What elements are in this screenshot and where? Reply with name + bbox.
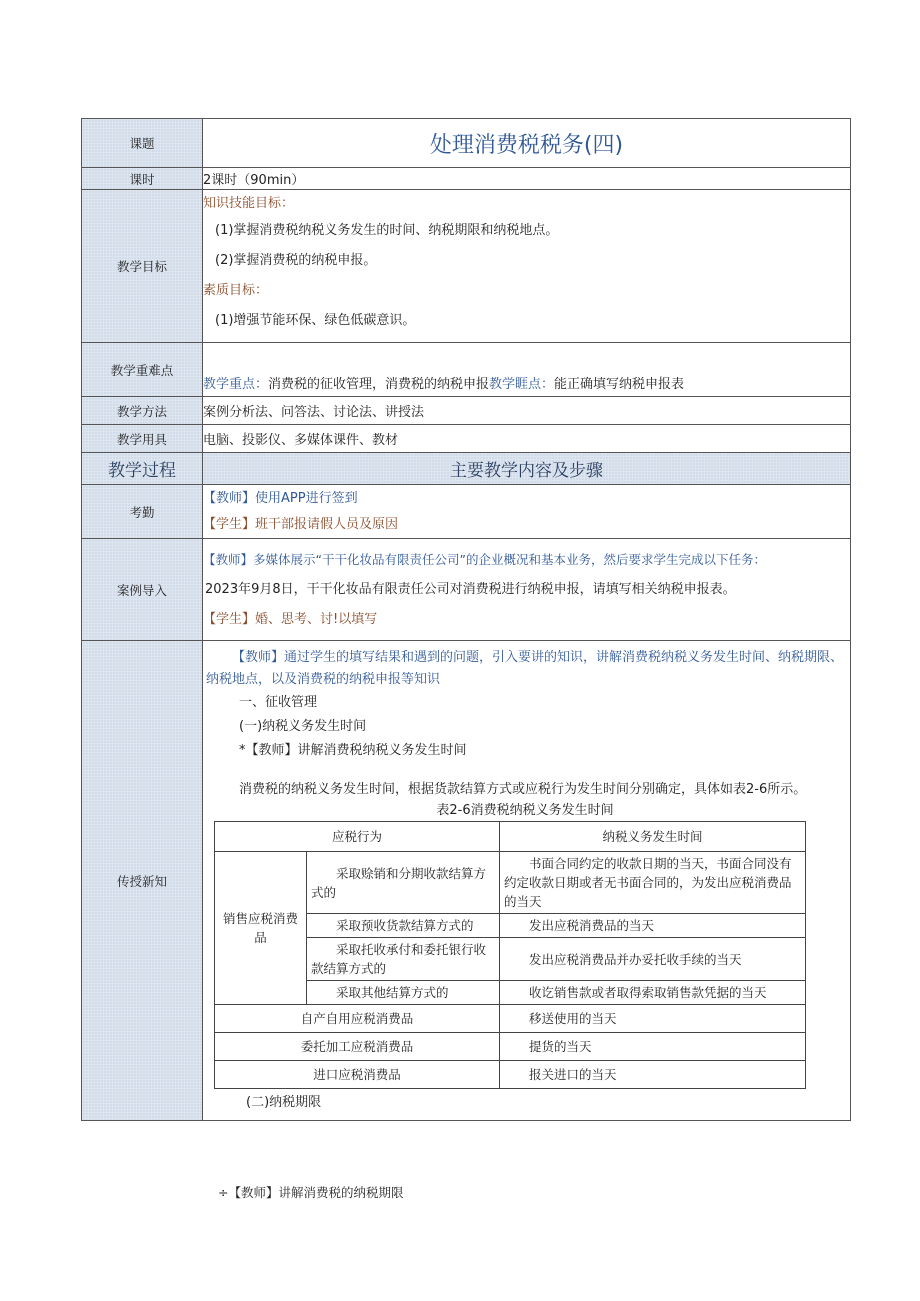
table-cell: 提货的当天 xyxy=(500,1033,806,1061)
table-cell: 自产自用应税消费品 xyxy=(215,1005,500,1033)
case-teacher: 【教师】多媒体展示“干干化妆品有限责任公司”的企业概况和基本业务，然后要求学生完成以下任务： xyxy=(203,551,766,567)
table-cell: 收讫销售款或者取得索取销售款凭据的当天 xyxy=(500,981,806,1005)
case-intro-label: 案例导入 xyxy=(82,539,203,641)
tools-label: 教学用具 xyxy=(82,425,203,453)
page-title: 处理消费税税务(四) xyxy=(203,119,851,168)
case-task: 2023年9月8日，干干化妆品有限责任公司对消费税进行纳税申报，请填写相关纳税申报表。 xyxy=(205,581,736,597)
process-header-right: 主要教学内容及步骤 xyxy=(203,453,851,485)
attendance-teacher: 【教师】使用APP进行签到 xyxy=(203,490,358,506)
key-points-content xyxy=(203,343,851,397)
quality-heading: 素质目标： xyxy=(203,283,269,298)
table-header-row xyxy=(215,822,806,852)
table-cell: 采取其他结算方式的 xyxy=(307,981,500,1005)
table-cell: 委托加工应税消费品 xyxy=(215,1033,500,1061)
knowledge-heading: 知识技能目标： xyxy=(203,196,295,211)
quality-item: (1)增强节能环保、绿色低碳意识。 xyxy=(215,313,416,328)
key-points-label: 教学重难点 xyxy=(82,343,203,397)
explanation-paragraph: 消费税的纳税义务发生时间，根据货款结算方式或应税行为发生时间分别确定，具体如表2-6所示。 xyxy=(239,782,807,797)
knowledge-item: (2)掌握消费税的纳税申报。 xyxy=(215,253,377,268)
sales-group-cell: 销售应税消费品 xyxy=(215,852,307,1005)
teacher-note: *【教师】讲解消费税纳税义务发生时间 xyxy=(239,743,467,758)
process-header-left: 教学过程 xyxy=(82,453,203,485)
table-cell: 发出应税消费品的当天 xyxy=(500,914,806,938)
table-cell: 采取赊销和分期收款结算方式的 xyxy=(307,852,500,914)
table-row xyxy=(215,1033,806,1061)
knowledge-item: (1)掌握消费税纳税义务发生的时间、纳税期限和纳税地点。 xyxy=(215,223,559,238)
methods-label: 教学方法 xyxy=(82,397,203,425)
tools-row xyxy=(82,425,851,453)
knowledge-teacher-intro: 【教师】通过学生的填写结果和遇到的问题，引入要讲的知识，讲解消费税纳税义务发生时间、纳税期限、纳税地点，以及消费税的纳税申报等知识 xyxy=(206,650,844,687)
objectives-row xyxy=(82,190,851,343)
case-intro-content xyxy=(203,539,851,641)
process-header-row xyxy=(82,453,851,485)
hours-value: 2课时（90min） xyxy=(203,168,851,190)
case-student: 【学生】婚、思考、讨!以填写 xyxy=(203,611,378,627)
objectives-label: 教学目标 xyxy=(82,190,203,343)
new-knowledge-content xyxy=(203,641,851,1121)
table-row xyxy=(215,1005,806,1033)
table-cell: 进口应税消费品 xyxy=(215,1061,500,1089)
subsection-heading: (二)纳税期限 xyxy=(246,1095,322,1110)
section-heading: 一、征收管理 xyxy=(239,695,318,710)
focus-label: 教学重点： xyxy=(203,377,269,392)
difficulty-label: 教学睚点： xyxy=(489,377,555,392)
column-header: 纳税义务发生时间 xyxy=(500,822,806,852)
difficulty-text: 能正确填写纳税申报表 xyxy=(554,377,685,392)
table-row xyxy=(215,852,806,914)
tools-value: 电脑、投影仪、多媒体课件、教材 xyxy=(203,425,851,453)
teacher-note: ÷【教师】讲解消费税的纳税期限 xyxy=(218,1185,404,1200)
case-intro-row xyxy=(82,539,851,641)
table-caption: 表2-6消费税纳税义务发生时间 xyxy=(436,803,614,818)
topic-row xyxy=(82,119,851,168)
table-cell: 移送使用的当天 xyxy=(500,1005,806,1033)
lesson-plan-table xyxy=(81,118,851,1121)
lesson-plan xyxy=(81,118,850,1121)
table-cell: 书面合同约定的收款日期的当天，书面合同没有约定收款日期或者无书面合同的，为发出应税消费品的当天 xyxy=(500,852,806,914)
methods-row xyxy=(82,397,851,425)
table-cell: 报关进口的当天 xyxy=(500,1061,806,1089)
topic-label: 课题 xyxy=(82,119,203,168)
hours-row xyxy=(82,168,851,190)
attendance-label: 考勤 xyxy=(82,485,203,539)
table-row xyxy=(215,1061,806,1089)
new-knowledge-label: 传授新知 xyxy=(82,641,203,1121)
subsection-heading: (一)纳税义务发生时间 xyxy=(239,719,367,734)
objectives-content xyxy=(203,190,851,343)
table-cell: 采取预收货款结算方式的 xyxy=(307,914,500,938)
key-points-row xyxy=(82,343,851,397)
methods-value: 案例分析法、问答法、讨论法、讲授法 xyxy=(203,397,851,425)
attendance-row xyxy=(82,485,851,539)
new-knowledge-row xyxy=(82,641,851,1121)
table-cell: 发出应税消费品并办妥托收手续的当天 xyxy=(500,938,806,981)
attendance-student: 【学生】班干部报请假人员及原因 xyxy=(203,516,399,532)
focus-text: 消费税的征收管理，消费税的纳税申报 xyxy=(268,377,490,392)
column-header: 应税行为 xyxy=(215,822,500,852)
tax-time-table xyxy=(214,821,806,1089)
attendance-content xyxy=(203,485,851,539)
table-cell: 采取托收承付和委托银行收款结算方式的 xyxy=(307,938,500,981)
hours-label: 课时 xyxy=(82,168,203,190)
